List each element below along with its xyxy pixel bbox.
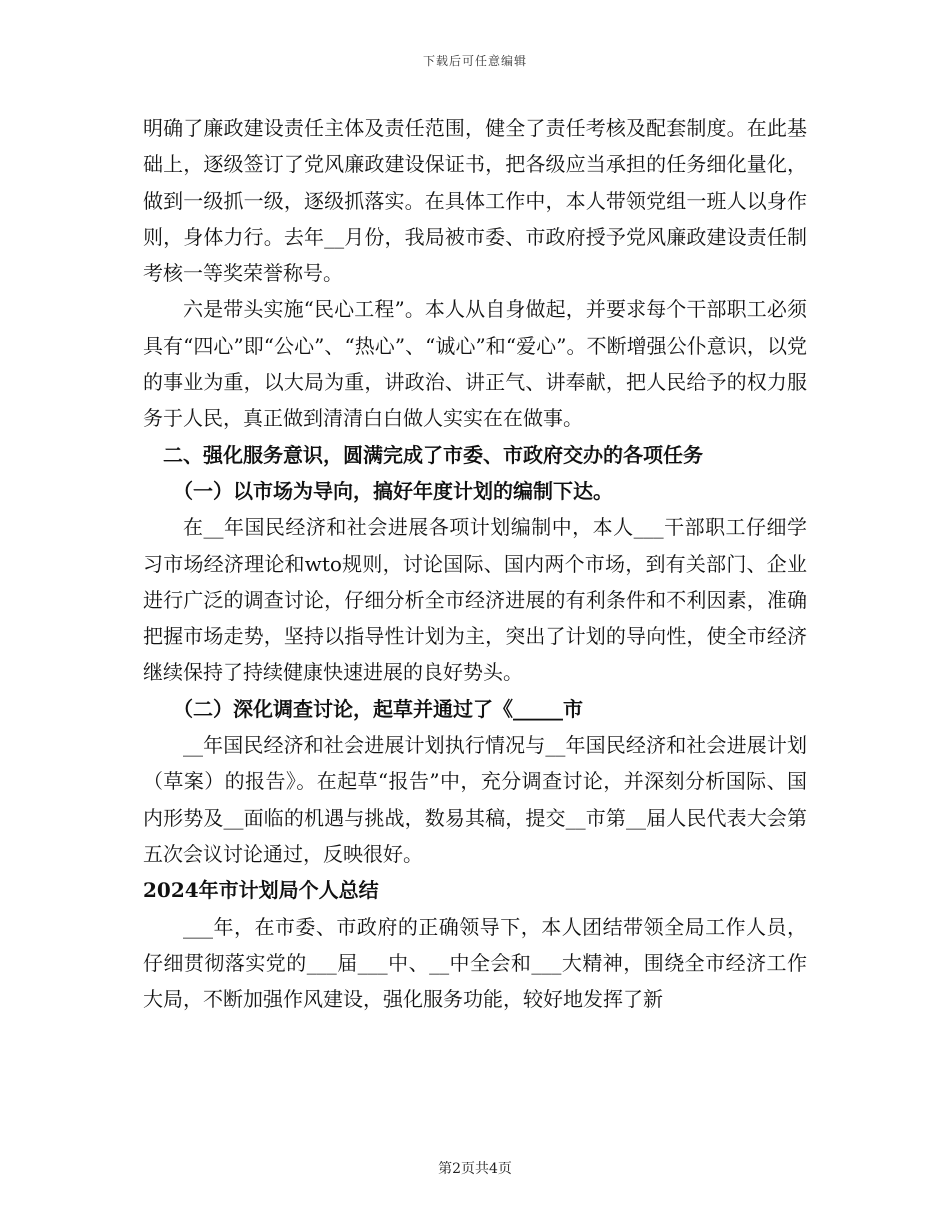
paragraph-2: 六是带头实施“民心工程”。本人从自身做起，并要求每个干部职工必须具有“四心”即“公心”、“热心”、“诚心”和“爱心”。不断增强公仆意识，以党的事业为重，以大局为重，讲政治、讲正气、讲奉献，把人民给予的权力服务于人民，真正做到清清白白做人实实在在做事。 [143, 297, 807, 431]
section-heading: 二、强化服务意识，圆满完成了市委、市政府交办的各项任务 [163, 442, 703, 467]
paragraph-5: ___年，在市委、市政府的正确领导下，本人团结带领全局工作人员，仔细贯彻落实党的___届___中、__中全会和___大精神，围绕全市经济工作大局，不断加强作风建设，强化服务功能，较好地发挥了新 [143, 914, 807, 1012]
page-header: 下载后可任意编辑 [422, 54, 527, 68]
paragraph-1: 明确了廉政建设责任主体及责任范围，健全了责任考核及配套制度。在此基础上，逐级签订了党风廉政建设保证书，把各级应当承担的任务细化量化，做到一级抓一级，逐级抓落实。在具体工作中，本人带领党组一班人以身作则，身体力行。去年__月份，我局被市委、市政府授予党风廉政建设责任制考核一等奖荣誉称号。 [143, 116, 807, 286]
paragraph-3: 在__年国民经济和社会进展各项计划编制中，本人___干部职工仔细学习市场经济理论和wto规则，讨论国际、国内两个市场，到有关部门、企业进行广泛的调查讨论，仔细分析全市经济进展的有利条件和不利因素，准确把握市场走势，坚持以指导性计划为主，突出了计划的导向性，使全市经济继续保持了持续健康快速进展的良好势头。 [143, 515, 807, 685]
subsection-heading-1: （一）以市场为导向，搞好年度计划的编制下达。 [173, 478, 613, 503]
document-body [143, 110, 807, 1017]
page-footer: 第2页共4页 [438, 1161, 512, 1177]
paragraph-4: __年国民经济和社会进展计划执行情况与__年国民经济和社会进展计划（草案）的报告》。在起草“报告”中，充分调查讨论，并深刻分析国际、国内形势及__面临的机遇与挑战，数易其稿，提交__市第__届人民代表大会第五次会议讨论通过，反映很好。 [143, 733, 807, 866]
document-title: 2024年市计划局个人总结 [143, 878, 379, 903]
subsection-heading-2: （二）深化调查讨论，起草并通过了《_____市 [173, 696, 583, 721]
